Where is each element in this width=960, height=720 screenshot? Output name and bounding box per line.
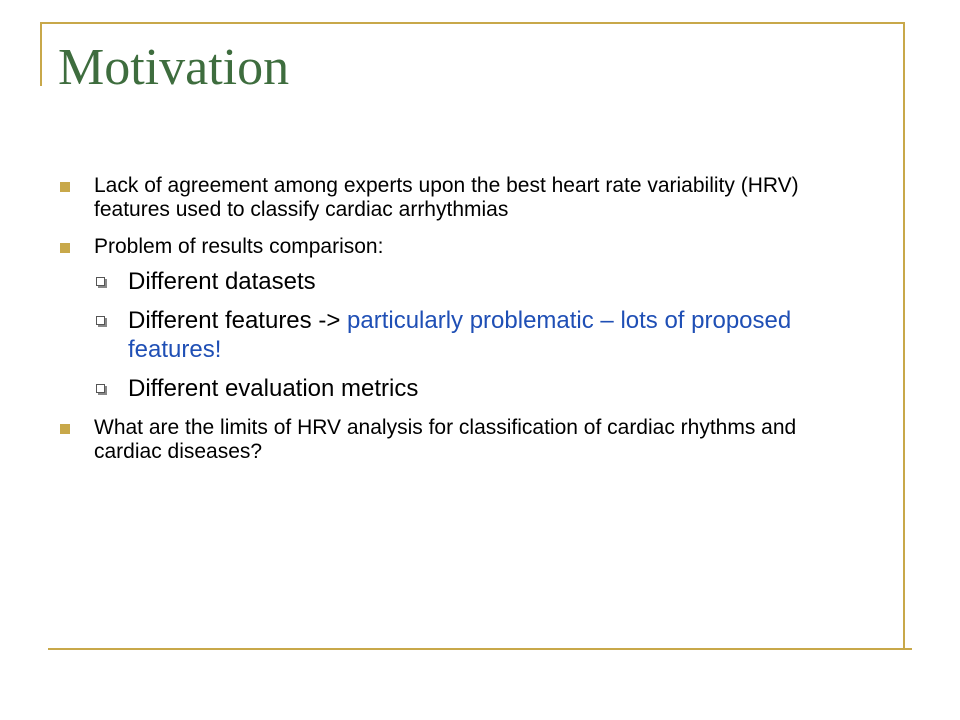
hollow-square-bullet-icon bbox=[96, 277, 105, 286]
bullet-text: Lack of agreement among experts upon the best heart rate variability (HRV) features used to classify cardiac arrhythmias bbox=[94, 174, 799, 221]
sub-bullet-item bbox=[94, 374, 850, 403]
sub-bullet-item bbox=[94, 267, 850, 296]
bullet-text: Problem of results comparison: bbox=[94, 235, 384, 258]
bullet-item bbox=[60, 235, 850, 403]
bullet-item bbox=[60, 174, 850, 222]
bullet-text: What are the limits of HRV analysis for classification of cardiac rhythms and cardiac diseases? bbox=[94, 416, 797, 463]
square-bullet-icon bbox=[60, 243, 70, 253]
right-rule bbox=[903, 22, 905, 650]
left-rule bbox=[40, 22, 42, 86]
square-bullet-icon bbox=[60, 182, 70, 192]
hollow-square-bullet-icon bbox=[96, 316, 105, 325]
sub-bullet-text: Different features -> bbox=[128, 307, 347, 334]
highlighted-text: particularly problematic – lots of proposed features! bbox=[128, 307, 792, 363]
bottom-rule bbox=[48, 648, 912, 650]
bullet-list bbox=[60, 174, 850, 464]
bullet-item bbox=[60, 416, 850, 464]
sub-bullet-item bbox=[94, 306, 850, 364]
slide-title: Motivation bbox=[58, 39, 290, 96]
sub-bullet-text: Different evaluation metrics bbox=[128, 375, 419, 402]
top-rule bbox=[40, 22, 905, 24]
sub-bullet-text: Different datasets bbox=[128, 268, 316, 295]
slide-body bbox=[60, 174, 850, 477]
square-bullet-icon bbox=[60, 424, 70, 434]
hollow-square-bullet-icon bbox=[96, 384, 105, 393]
sub-bullet-list bbox=[94, 267, 850, 403]
